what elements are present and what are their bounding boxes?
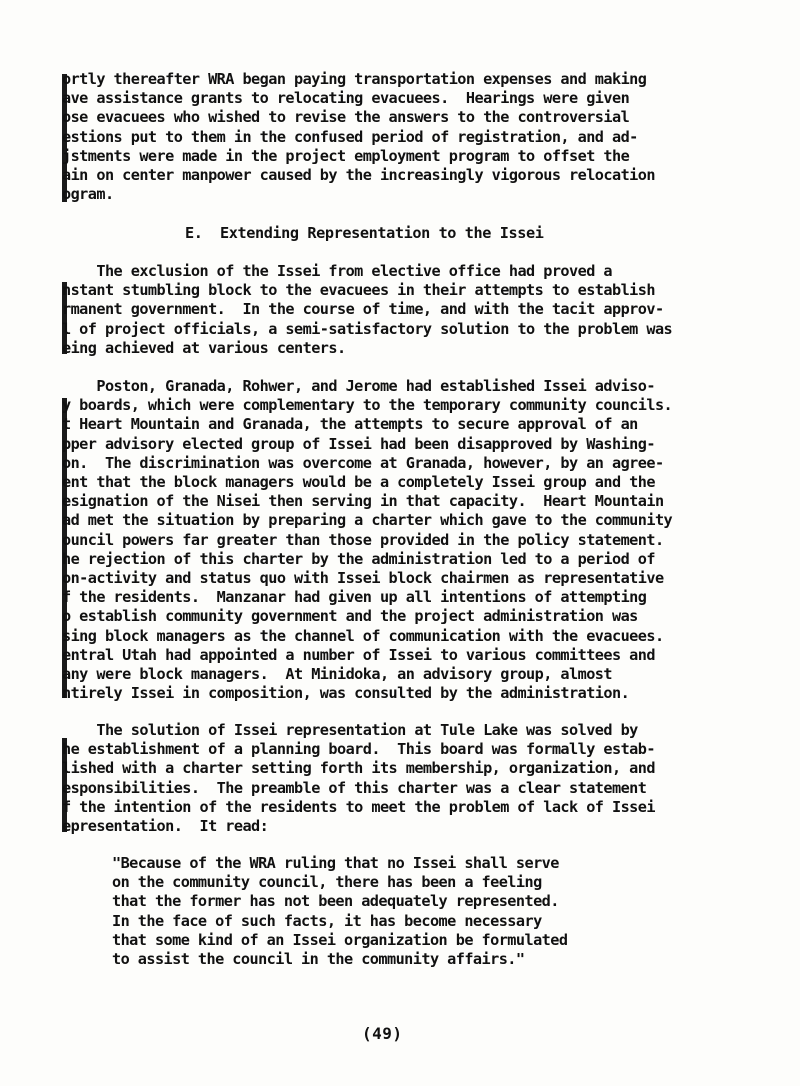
page-number: (49) [362,1024,403,1043]
charter-quote: "Because of the WRA ruling that no Issei shall serve on the community council, there has been a feeling that the former has not been adequately represented. In the face of such facts, it has become necessary that some kind of an Issei organization be formulated to assist the council in the community affairs." [112,854,568,969]
paragraph-tule-lake: The solution of Issei representation at Tule Lake was solved by he establishment of a planning board. This board was formally estab- lished with a charter setting forth its membership, organization, and esponsibilities. The preamble of this charter was a clear statement f the intention of the residents to meet the problem of lack of Issei epresentation. It read: [62,721,655,836]
paragraph-relocation: ortly thereafter WRA began paying transportation expenses and making ave assistance grants to relocating evacuees. Hearings were given ose evacuees who wished to revise the answers to the controversial estions put to them in the confused period of registration, and ad- jstments were made in the project employment program to offset the ain on center manpower caused by the increasingly vigorous relocation ogram. [62,70,655,204]
section-heading: E. Extending Representation to the Issei [185,224,544,242]
paragraph-advisory-boards: Poston, Granada, Rohwer, and Jerome had established Issei adviso- y boards, which were complementary to the temporary community councils. t Heart Mountain and Granada, the attempts to secure approval of an pper advisory elected group of Issei had been disapproved by Washing- on. The discrimination was overcome at Granada, however, by an agree- ent that the block managers would be a completely Issei group and the esignation of the Nisei then serving in that capacity. Heart Mountain ad met the situation by preparing a charter which gave to the community ouncil powers far greater than those provided in the policy statement. he rejection of this charter by the administration led to a period of on-activity and status quo with Issei block chairmen as representative f the residents. Manzanar had given up all intentions of attempting o establish community government and the project administration was sing block managers as the channel of communication with the evacuees. entral Utah had appointed a number of Issei to various committees and any were block managers. At Minidoka, an advisory group, almost ntirely Issei in composition, was consulted by the administration. [62,377,673,703]
paragraph-issei-exclusion: The exclusion of the Issei from elective office had proved a nstant stumbling block to the evacuees in their attempts to establish rmanent government. In the course of time, and with the tacit approv- l of project officials, a semi-satisfactory solution to the problem was eing achieved at various centers. [62,262,673,357]
